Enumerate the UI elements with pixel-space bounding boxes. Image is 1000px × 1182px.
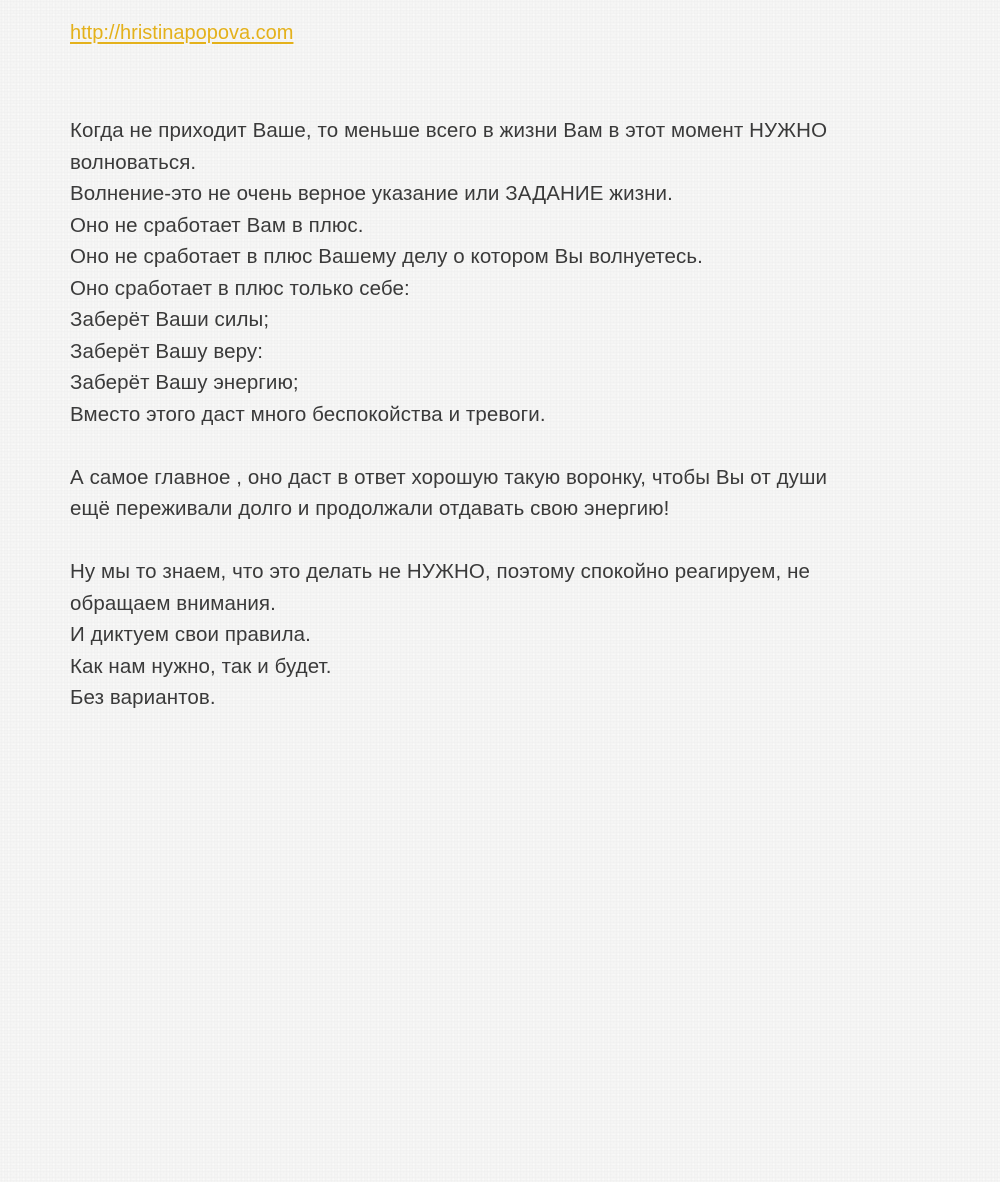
text-line: А самое главное , оно даст в ответ хорошую такую воронку, чтобы Вы от души [70, 465, 828, 489]
note-body [70, 115, 950, 714]
text-line: И диктуем свои правила. [70, 623, 311, 646]
paragraph-3 [70, 556, 950, 714]
paragraph-1 [70, 115, 950, 430]
text-line: Волнение-это не очень верное указание или ЗАДАНИЕ жизни. [70, 182, 673, 205]
paragraph-spacer [70, 430, 950, 462]
paragraph-spacer [70, 525, 950, 557]
text-line: Как нам нужно, так и будет. [70, 654, 332, 678]
text-line: Вместо этого даст много беспокойства и тревоги. [70, 402, 546, 426]
text-line: Оно не сработает в плюс Вашему делу о котором Вы волнуетесь. [70, 245, 703, 268]
text-line: Заберёт Вашу веру: [70, 339, 264, 363]
text-line: Без вариантов. [70, 686, 216, 709]
text-line: Оно не сработает Вам в плюс. [70, 213, 364, 237]
text-line: Когда не приходит Ваше, то меньше всего в жизни Вам в этот момент НУЖНО [70, 119, 828, 142]
paragraph-2 [70, 462, 950, 525]
website-link[interactable]: http://hristinapopova.com [70, 22, 294, 44]
text-line: волноваться. [70, 150, 197, 174]
text-line: Оно сработает в плюс только себе: [70, 276, 410, 300]
text-line: Ну мы то знаем, что это делать не НУЖНО, поэтому спокойно реагируем, не [70, 560, 811, 583]
text-line: обращаем внимания. [70, 591, 276, 615]
text-line: ещё переживали долго и продолжали отдавать свою энергию! [70, 497, 670, 520]
text-line: Заберёт Ваши силы; [70, 308, 270, 331]
note-content [70, 18, 950, 714]
text-line: Заберёт Вашу энергию; [70, 371, 299, 394]
